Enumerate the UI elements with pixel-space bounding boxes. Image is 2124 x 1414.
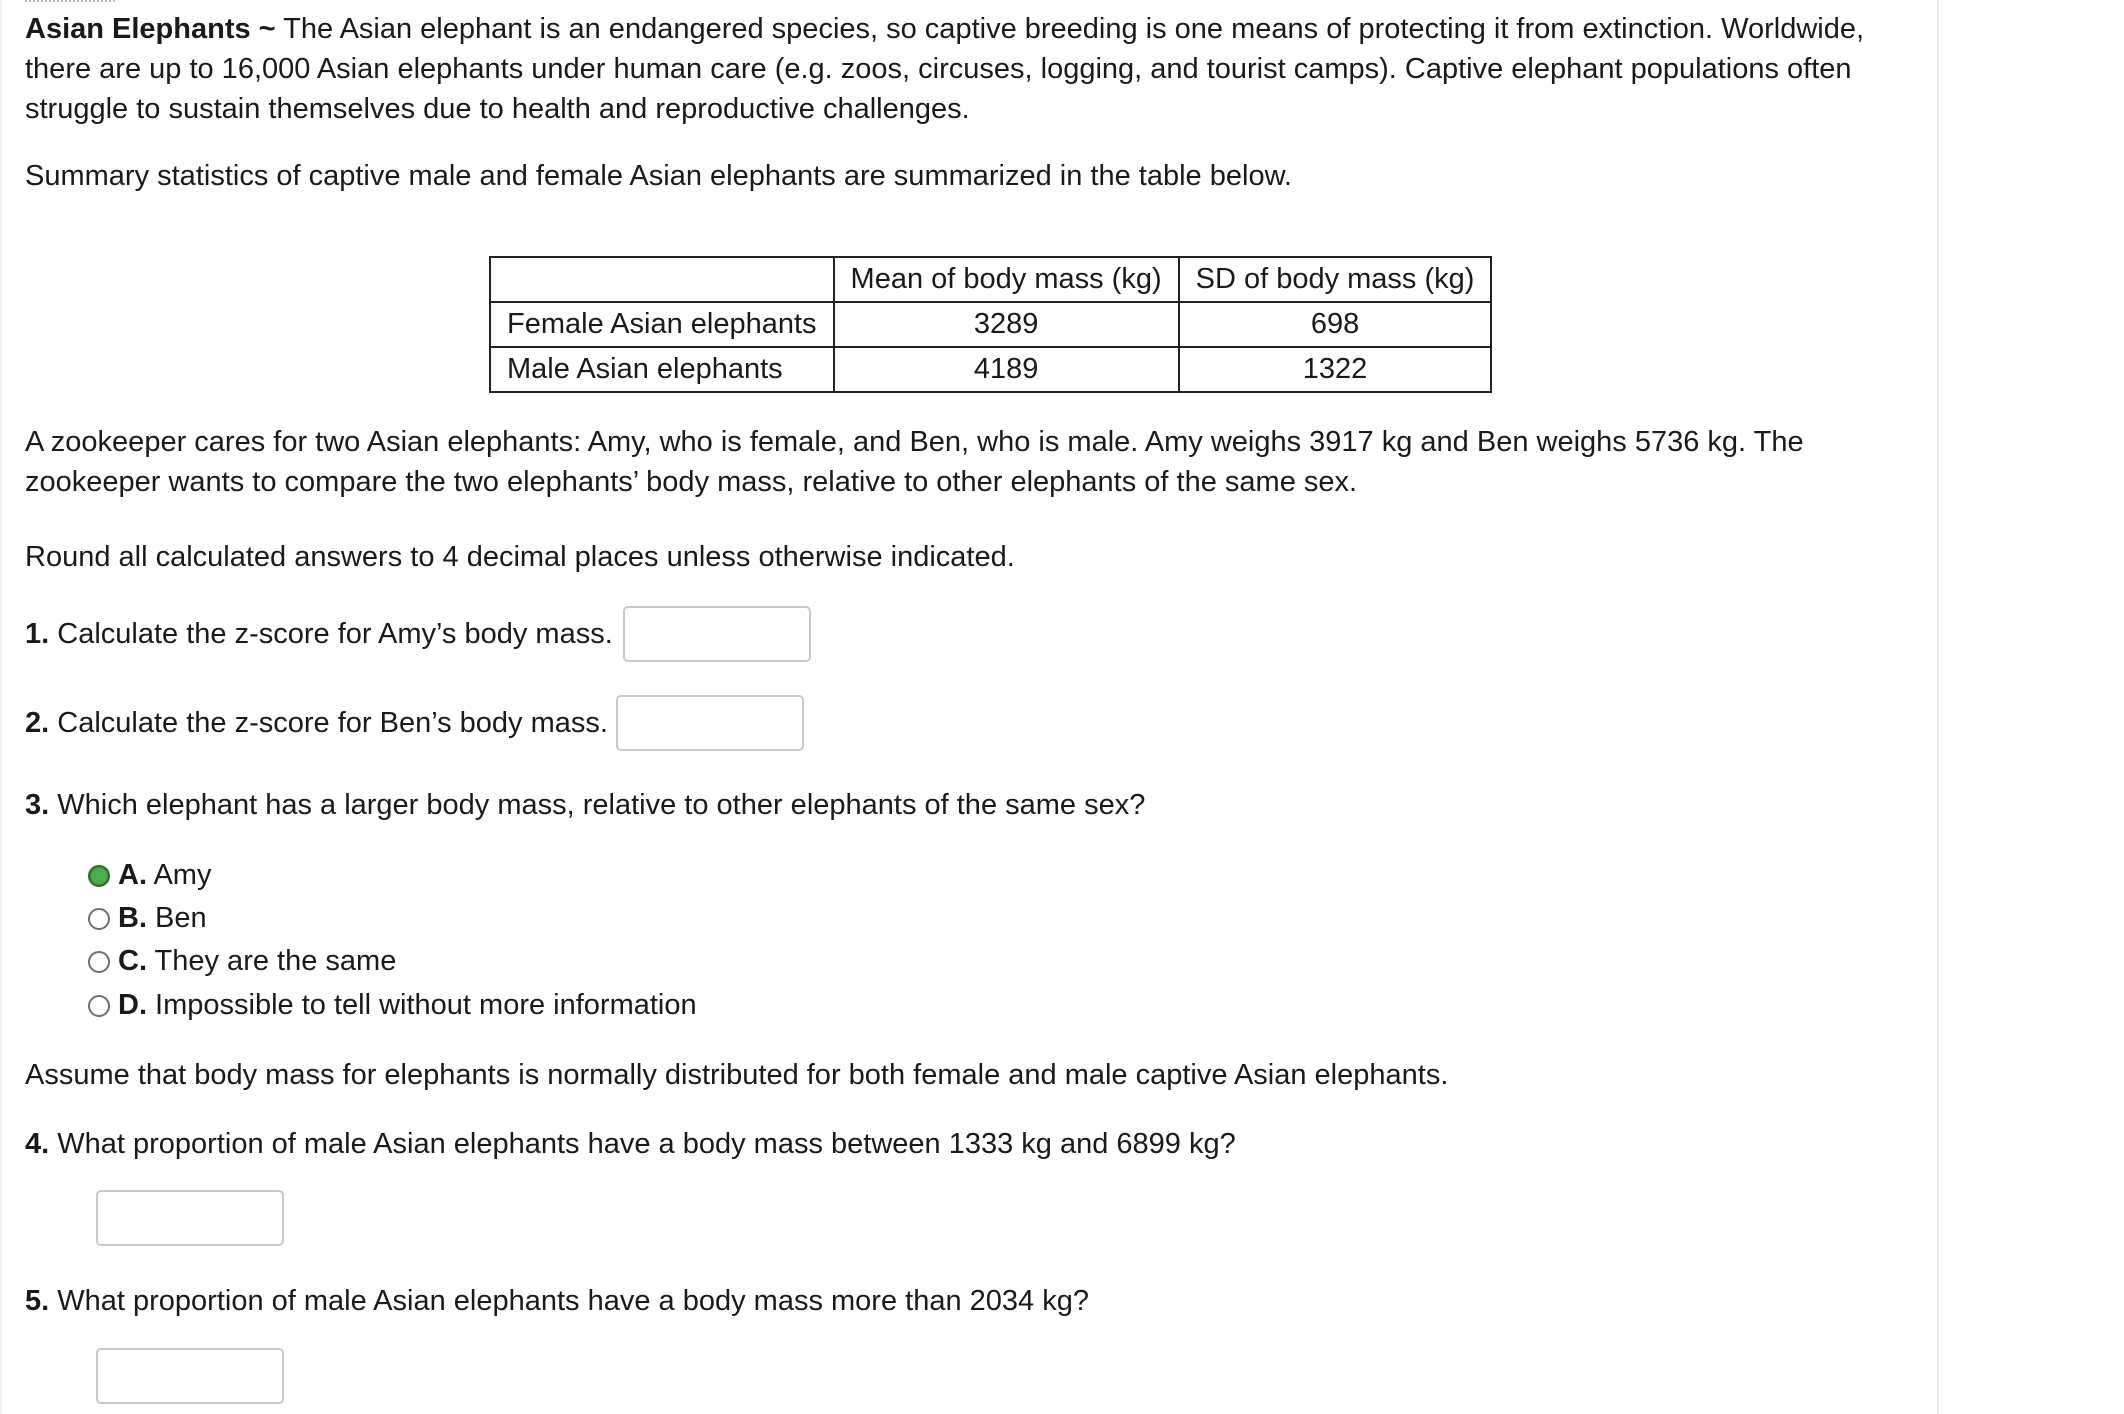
question-number: 3. (25, 789, 50, 821)
table-header-row (490, 257, 1491, 302)
option-text: Impossible to tell without more information (147, 989, 697, 1021)
question-5 (25, 1281, 1089, 1321)
summary-table (489, 256, 1492, 393)
radio-selected-icon[interactable] (88, 865, 110, 887)
table-cell-mean: 4189 (834, 347, 1179, 392)
intro-title: Asian Elephants ~ (25, 13, 276, 45)
radio-icon[interactable] (88, 951, 110, 973)
option-text: Ben (147, 902, 207, 934)
question-1 (25, 614, 613, 654)
table-header-cell (490, 257, 834, 302)
table-header-cell: Mean of body mass (kg) (834, 257, 1179, 302)
question-number: 5. (25, 1285, 50, 1317)
radio-icon[interactable] (88, 908, 110, 930)
question-number: 4. (25, 1128, 50, 1160)
option-letter: B. (118, 902, 147, 934)
right-content-rule (1937, 0, 1939, 1414)
intro-block (25, 9, 1905, 129)
table-header-cell: SD of body mass (kg) (1179, 257, 1492, 302)
q3-option-d[interactable] (88, 985, 697, 1025)
q3-option-c[interactable] (88, 941, 396, 981)
q2-answer-input[interactable] (616, 695, 804, 751)
question-text: Calculate the z-score for Ben’s body mass. (49, 707, 608, 739)
question-3 (25, 785, 1145, 825)
intro-text: The Asian elephant is an endangered species, so captive breeding is one means of protecting it from extinction. Worldwide, there are up to 16,000 Asian elephants under human care (e.g. zoos, circuses, logging, and tourist camps). Captive elephant populations often struggle to sustain themselves due to health and reproductive challenges. (25, 13, 1865, 125)
question-text: What proportion of male Asian elephants have a body mass more than 2034 kg? (49, 1285, 1089, 1317)
scenario-paragraph: A zookeeper cares for two Asian elephants: Amy, who is female, and Ben, who is male. Amy weighs 3917 kg and Ben weighs 5736 kg. The zookeeper wants to compare the two elephants’ body mass, relative to other elephants of the same sex. (25, 426, 1804, 498)
table-row-label: Female Asian elephants (490, 302, 834, 347)
question-text: Which elephant has a larger body mass, relative to other elephants of the same sex? (49, 789, 1146, 821)
table-cell-mean: 3289 (834, 302, 1179, 347)
option-text: They are the same (147, 945, 397, 977)
table-row-label: Male Asian elephants (490, 347, 834, 392)
intro-paragraph (25, 9, 1905, 129)
question-2 (25, 703, 608, 743)
table-row (490, 347, 1491, 392)
scenario-block (25, 422, 1905, 502)
table-row (490, 302, 1491, 347)
question-text: Calculate the z-score for Amy’s body mass. (49, 618, 613, 650)
summary-sentence: Summary statistics of captive male and female Asian elephants are summarized in the table below. (25, 160, 1292, 192)
radio-icon[interactable] (88, 995, 110, 1017)
q1-answer-input[interactable] (623, 606, 811, 662)
option-letter: A. (118, 859, 147, 891)
q5-answer-input[interactable] (96, 1348, 284, 1404)
question-4 (25, 1124, 1236, 1164)
option-letter: D. (118, 989, 147, 1021)
rounding-note: Round all calculated answers to 4 decimal places unless otherwise indicated. (25, 541, 1015, 573)
table-cell-sd: 1322 (1179, 347, 1492, 392)
option-letter: C. (118, 945, 147, 977)
normal-assumption: Assume that body mass for elephants is normally distributed for both female and male captive Asian elephants. (25, 1059, 1449, 1091)
clipped-top-fragment (25, 0, 115, 6)
q4-answer-input[interactable] (96, 1190, 284, 1246)
question-text: What proportion of male Asian elephants have a body mass between 1333 kg and 6899 kg? (49, 1128, 1236, 1160)
q3-option-b[interactable] (88, 898, 207, 938)
table-cell-sd: 698 (1179, 302, 1492, 347)
summary-table-wrap (489, 256, 1492, 393)
q3-option-a[interactable] (88, 855, 211, 895)
left-edge-rule (0, 0, 2, 1414)
question-number: 2. (25, 707, 50, 739)
option-text: Amy (147, 859, 212, 891)
question-number: 1. (25, 618, 50, 650)
